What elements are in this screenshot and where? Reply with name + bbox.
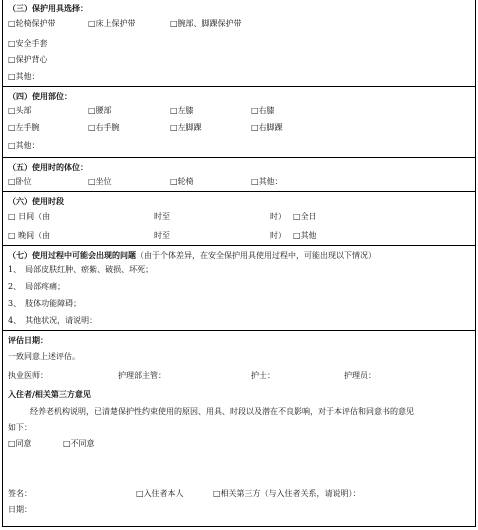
option-daytime[interactable]: □ 日间（由 <box>8 211 50 223</box>
section-title-row <box>8 249 376 261</box>
option-allday[interactable]: □ 全日 <box>293 211 317 223</box>
option-part-other[interactable]: □ 其他： <box>8 140 40 152</box>
section-title: （五）使用时的体位： <box>8 162 88 172</box>
option-resident-self[interactable]: □ 入住者本人 <box>136 488 184 500</box>
option-lying[interactable]: □ 卧位 <box>8 176 32 188</box>
option-vest[interactable]: □ 保护背心 <box>8 54 48 66</box>
nighttime-to: 时至 <box>154 231 170 240</box>
nurse-label: 护士： <box>251 371 275 380</box>
option-nighttime[interactable]: □ 晚间（由 <box>8 230 50 242</box>
option-gloves[interactable]: □ 安全手套 <box>8 38 48 50</box>
problem-item-3: 3、 肢体功能障碍； <box>8 299 82 308</box>
option-right-wrist[interactable]: □ 右手腕 <box>88 122 120 134</box>
problem-item-4: 4、 其他状况，请说明： <box>8 316 98 325</box>
opinion-text-2: 如下： <box>8 423 32 432</box>
date-label: 日期： <box>8 505 32 514</box>
option-consent[interactable]: □ 同意 <box>8 438 32 450</box>
section-title: （四）使用部位： <box>8 91 72 101</box>
nighttime-close: 时） <box>270 231 286 240</box>
option-left-knee[interactable]: □ 左膝 <box>170 105 194 117</box>
option-wheelchair-belt[interactable]: □ 轮椅保护带 <box>8 18 56 30</box>
section-note: （由于个体差异，在安全保护用具使用过程中，可能出现以下情况） <box>136 251 376 260</box>
option-wheelchair[interactable]: □ 轮椅 <box>170 176 194 188</box>
option-third-party[interactable]: □ 相关第三方（与入住者关系，请说明）： <box>213 488 361 500</box>
option-posture-other[interactable]: □ 其他： <box>251 176 283 188</box>
option-waist[interactable]: □ 腰部 <box>88 105 112 117</box>
section-title: （六）使用时段 <box>8 196 64 206</box>
option-right-knee[interactable]: □ 右膝 <box>251 105 275 117</box>
section-protective-gear <box>3 0 475 87</box>
option-bed-belt[interactable]: □ 床上保护带 <box>88 18 136 30</box>
opinion-text: 经养老机构说明，已清楚保护性约束使用的原因、用具、时段以及潜在不良影响，对于本评估和同意书的意见 <box>30 407 414 416</box>
option-time-other[interactable]: □ 其他 <box>293 230 317 242</box>
consent-form <box>2 0 476 527</box>
option-left-wrist[interactable]: □ 左手腕 <box>8 122 40 134</box>
sign-label: 签名： <box>8 489 32 498</box>
option-right-ankle[interactable]: □ 右脚踝 <box>251 122 283 134</box>
doctor-label: 执业医师： <box>8 371 48 380</box>
option-decline[interactable]: □ 不同意 <box>63 438 95 450</box>
problem-item-2: 2、 局部疼痛； <box>8 282 66 291</box>
caregiver-label: 护理员： <box>344 371 376 380</box>
agree-statement: 一致同意上述评估。 <box>8 352 80 361</box>
opinion-title: 入住者/相关第三方意见 <box>8 389 91 399</box>
daytime-to: 时至 <box>154 212 170 221</box>
section-time-period <box>3 192 475 246</box>
problem-item-1: 1、 局部皮肤红肿、瘀紫、破损、坏死； <box>8 265 154 274</box>
daytime-close: 时） <box>270 212 286 221</box>
option-wrist-ankle-belt[interactable]: □ 腕部、脚踝保护带 <box>170 18 242 30</box>
section-body-part <box>3 87 475 158</box>
section-posture <box>3 158 475 192</box>
option-head[interactable]: □ 头部 <box>8 105 32 117</box>
section-possible-problems <box>3 246 475 331</box>
section-title: （七）使用过程中可能会出现的问题 <box>8 250 136 260</box>
option-sitting[interactable]: □ 坐位 <box>88 176 112 188</box>
section-evaluation <box>3 331 475 527</box>
director-label: 护理部主管： <box>118 371 166 380</box>
option-gear-other[interactable]: □ 其他： <box>8 71 40 83</box>
eval-date-label: 评估日期： <box>8 335 48 345</box>
option-left-ankle[interactable]: □ 左脚踝 <box>170 122 202 134</box>
section-title: （三）保护用具选择： <box>8 3 88 13</box>
